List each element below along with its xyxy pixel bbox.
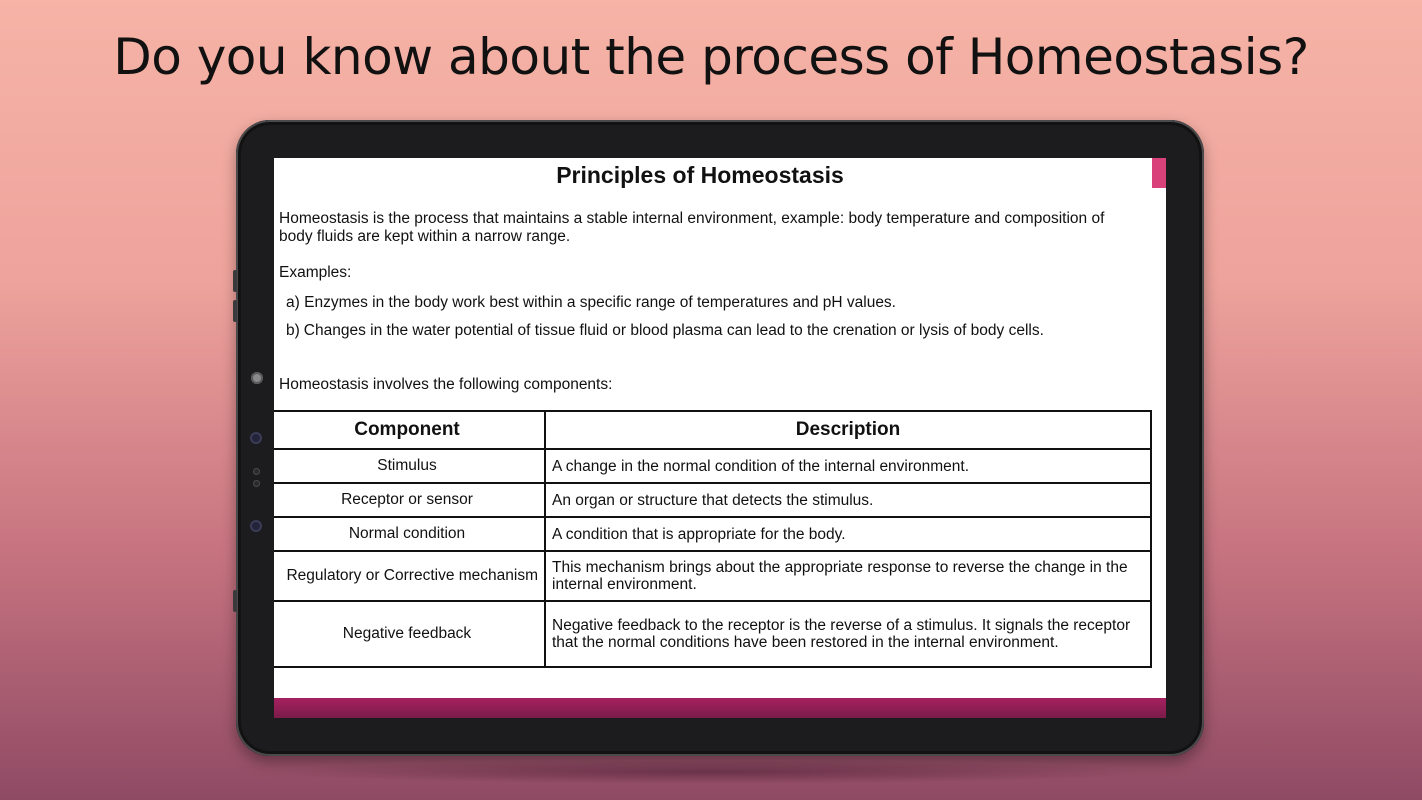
description-cell: This mechanism brings about the appropriate response to reverse the change in the internal environment. xyxy=(545,551,1151,601)
component-cell: Regulatory or Corrective mechanism xyxy=(274,551,545,601)
description-cell: Negative feedback to the receptor is the reverse of a stimulus. It signals the receptor that the normal conditions have been restored in the internal environment. xyxy=(545,601,1151,667)
component-cell: Stimulus xyxy=(274,449,545,483)
components-intro: Homeostasis involves the following components: xyxy=(279,376,613,393)
description-cell: An organ or structure that detects the stimulus. xyxy=(545,483,1151,517)
sensor-icon xyxy=(250,432,262,444)
component-cell: Receptor or sensor xyxy=(274,483,545,517)
tablet-device xyxy=(236,120,1204,756)
sensor-icon xyxy=(250,520,262,532)
component-cell: Normal condition xyxy=(274,517,545,551)
description-cell: A condition that is appropriate for the body. xyxy=(545,517,1151,551)
components-table xyxy=(274,410,1152,668)
column-header: Component xyxy=(274,411,545,449)
list-text: Enzymes in the body work best within a specific range of temperatures and pH values. xyxy=(304,294,896,311)
volume-button[interactable] xyxy=(233,270,237,292)
list-text: Changes in the water potential of tissue fluid or blood plasma can lead to the crenation or lysis of body cells. xyxy=(303,322,1044,339)
component-cell: Negative feedback xyxy=(274,601,545,667)
table-row xyxy=(274,517,1151,551)
table-header-row xyxy=(274,411,1151,449)
description-cell: A change in the normal condition of the internal environment. xyxy=(545,449,1151,483)
table-row xyxy=(274,483,1151,517)
sensor-dot-icon xyxy=(253,480,260,487)
headline: Do you know about the process of Homeostasis? xyxy=(113,28,1309,86)
tablet-shadow xyxy=(270,760,1150,784)
list-item xyxy=(286,322,1126,340)
front-camera-icon xyxy=(251,372,263,384)
column-header: Description xyxy=(545,411,1151,449)
bottom-bar xyxy=(274,698,1166,718)
table-row xyxy=(274,551,1151,601)
table-row xyxy=(274,449,1151,483)
intro-paragraph: Homeostasis is the process that maintains a stable internal environment, example: body temperature and composition of body fluids are kept within a narrow range. xyxy=(279,210,1105,245)
page-title: Principles of Homeostasis xyxy=(556,162,844,188)
list-item xyxy=(286,294,1126,312)
list-marker: b) xyxy=(286,322,300,339)
power-button[interactable] xyxy=(233,590,237,612)
table-row xyxy=(274,601,1151,667)
sensor-dot-icon xyxy=(253,468,260,475)
volume-button-2[interactable] xyxy=(233,300,237,322)
list-marker: a) xyxy=(286,294,300,311)
accent-tab xyxy=(1152,158,1166,188)
examples-heading: Examples: xyxy=(279,264,352,281)
tablet-screen[interactable] xyxy=(274,158,1166,718)
